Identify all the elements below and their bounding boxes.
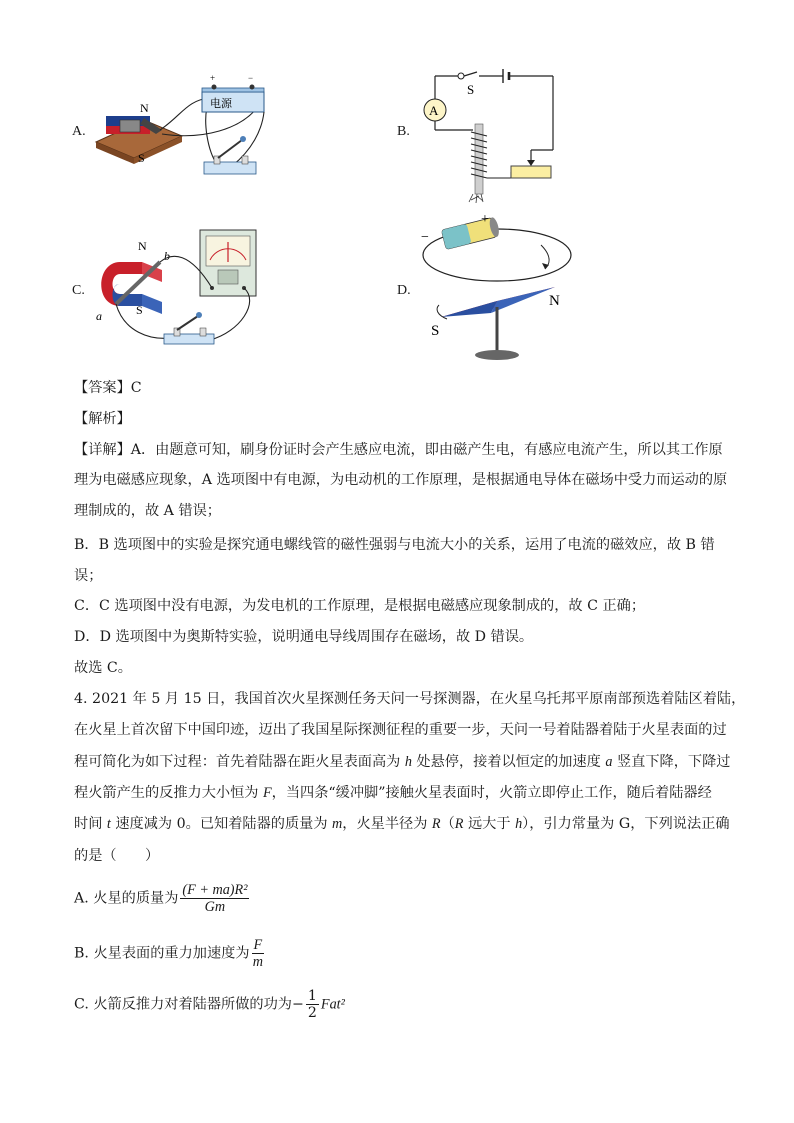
question-line: 在火星上首次留下中国印迹，迈出了我国星际探测征程的重要一步，天问一号着陆器着陆于火星表面的过 [74, 722, 727, 738]
figure-a-motor-circuit [92, 70, 292, 185]
figure-a-letter: A. [72, 124, 86, 139]
figure-b-ammeter-label: A [429, 103, 439, 118]
option-a-fraction: $\frac{\text{(F + ma)R²}}{Gm}$ [182, 882, 248, 915]
option-c[interactable]: C. 火箭反推力对着陆器所做的功为− $\frac{1}{2}$ Fat² [74, 988, 345, 1021]
figure-a-n-label: N [140, 101, 149, 115]
figure-b-solenoid-circuit [415, 66, 565, 206]
figure-d-minus: − [421, 230, 429, 245]
figure-c-letter: C. [72, 283, 85, 298]
figure-c-generator-circuit [90, 222, 290, 352]
analysis-label: 【解析】 [74, 411, 131, 427]
option-b-fraction: $\frac{F}{m}$ [252, 937, 263, 970]
figure-b-letter: B. [397, 124, 410, 139]
figure-c-n-label: N [138, 239, 147, 253]
explanation-line: 理为电磁感应现象，A 选项图中有电源，为电动机的工作原理，是根据通电导体在磁场中受力而运动的原 [74, 472, 728, 488]
figure-d-s-label: S [431, 323, 440, 339]
option-a[interactable]: A. 火星的质量为 $\frac{\text{(F + ma)R²}}{Gm}$ [74, 882, 248, 915]
figure-a-s-label: S [138, 151, 145, 165]
answer-line: 【答案】C [74, 380, 142, 396]
question-line: 程可简化为如下过程：首先着陆器在距火星表面高为 h 处悬停，接着以恒定的加速度 a 竖直下降，下降过 [74, 754, 731, 770]
option-c-fraction: $\frac{1}{2}$ [307, 988, 317, 1021]
figure-d-letter: D. [397, 283, 411, 298]
figure-a-power-label: 电源 [210, 98, 232, 110]
figure-c-s-label: S [136, 303, 143, 317]
figure-c-b-label: b [164, 249, 170, 263]
figure-a-plus: + [210, 73, 216, 83]
explanation-line: 理制成的，故 A 错误； [74, 503, 221, 519]
question-line: 时间 t 速度减为 0。已知着陆器的质量为 m，火星半径为 R（R 远大于 h），引力常量为 G，下列说法正确 [74, 816, 730, 832]
figure-b-switch-label: S [467, 82, 475, 97]
explanation-line: C．C 选项图中没有电源，为发电机的工作原理，是根据电磁感应现象制成的，故 C 正确； [74, 598, 646, 614]
explanation-line: 【详解】A．由题意可知，刷身份证时会产生感应电流，即由磁产生电，有感应电流产生，所以其工作原 [74, 442, 723, 458]
question-line: 程火箭产生的反推力大小恒为 F，当四条“缓冲脚”接触火星表面时，火箭立即停止工作，随后着陆器经 [74, 785, 712, 801]
figure-d-oersted-experiment [415, 205, 585, 370]
explanation-line: D．D 选项图中为奥斯特实验，说明通电导线周围存在磁场，故 D 错误。 [74, 629, 534, 645]
question-line: 的是（ ） [74, 848, 160, 864]
figure-d-plus: + [481, 212, 489, 227]
question-line: 4. 2021 年 5 月 15 日，我国首次火星探测任务天问一号探测器，在火星乌托邦平原南部预选着陆区着陆， [74, 691, 746, 707]
explanation-line: B．B 选项图中的实验是探究通电螺线管的磁性强弱与电流大小的关系，运用了电流的磁效应，故 B 错 [74, 537, 715, 553]
figure-a-minus: − [248, 73, 254, 83]
option-b[interactable]: B. 火星表面的重力加速度为 $\frac{F}{m}$ [74, 937, 263, 970]
explanation-line: 故选 C。 [74, 660, 132, 676]
explanation-line: 误； [74, 568, 103, 584]
figure-c-a-label: a [96, 309, 102, 323]
figure-d-n-label: N [549, 293, 560, 309]
